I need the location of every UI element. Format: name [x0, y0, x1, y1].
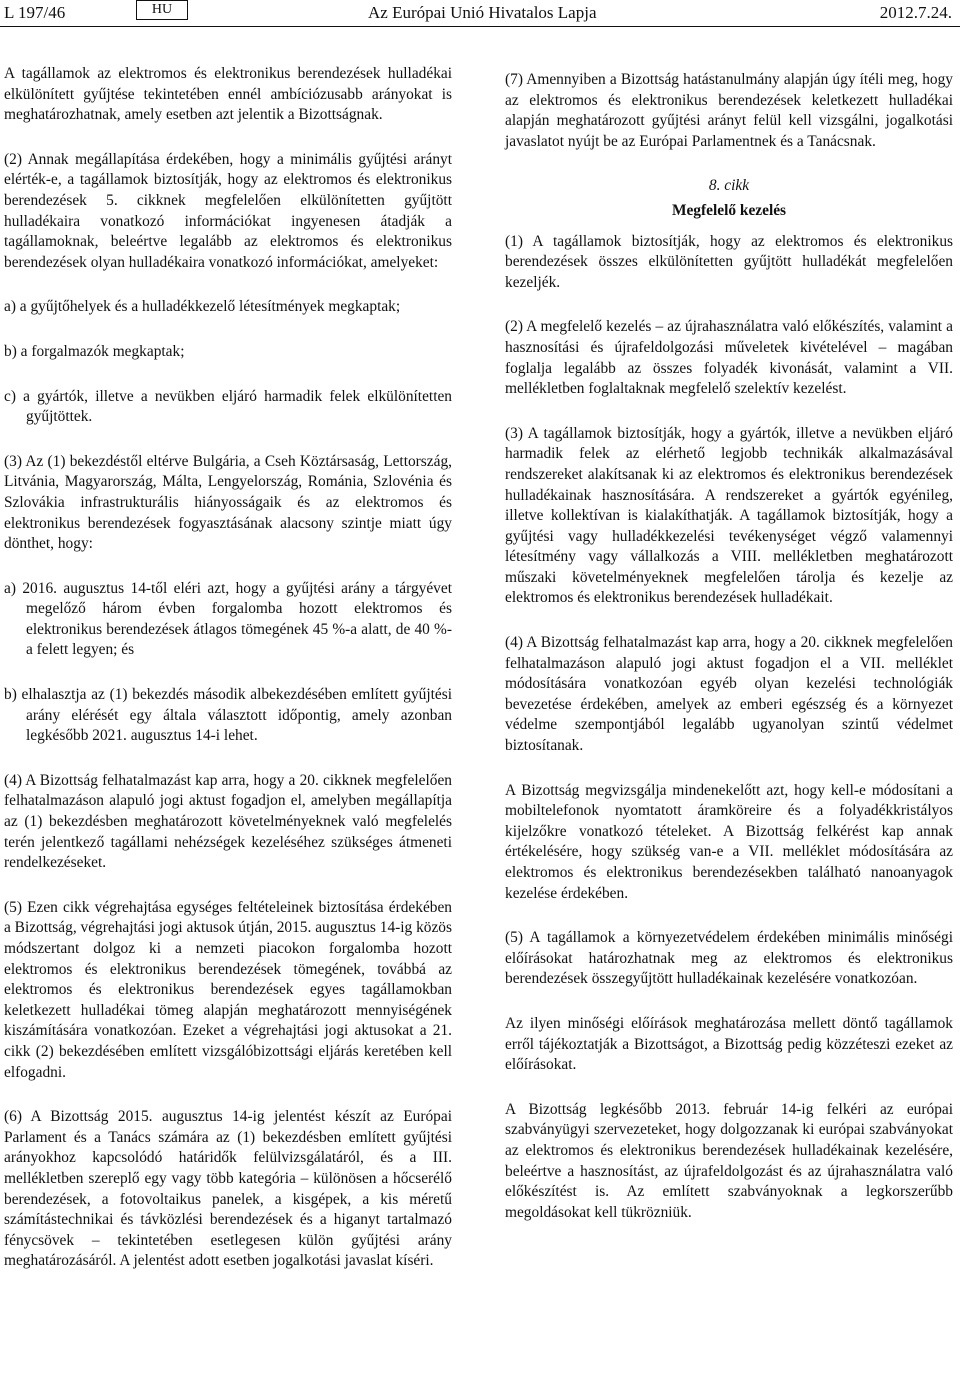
list-item-3b: b) elhalasztja az (1) bekezdés második albekezdésében említett gyűjtési arány elérését egy általa választott időpontig, amely azonban legkésőbb 2021. augusztus 14-i lehet.	[4, 686, 452, 745]
paragraph-3: (3) Az (1) bekezdéstől eltérve Bulgária, a Cseh Köztársaság, Lettország, Litvánia, Magyarország, Málta, Lengyelország, Románia, Szlovénia és Szlovákia infrastrukturális hiányosságaik és az elektromos és elektronikus berendezések fogyasztásának alacsony szintje miatt úgy dönthet, hogy:	[4, 452, 452, 553]
article-paragraph-4-continued: A Bizottság megvizsgálja mindenekelőtt azt, hogy kell-e módosítani a mobiltelefonok nyomtatott áramköreire és a folyadékkristályos kijelzőkre vonatkozó tételeket. A Bizottság felkérést kap annak értékelésére, hogy szükség van-e a VII. melléklet módosítására az elektromos és elektronikus berendezésekben található nanoanyagok kezelése érdekében.	[505, 781, 953, 902]
header-rule	[0, 26, 960, 27]
list-item-3a: a) 2016. augusztus 14-től eléri azt, hogy a gyűjtési arány a tárgyévet megelőző három évben forgalomba hozott elektromos és elektronikus berendezések átlagos tömegének 45 %-a alatt, de 40 %-a felett legyen; és	[4, 579, 452, 659]
paragraph-5: (5) Ezen cikk végrehajtása egységes feltételeinek biztosítása érdekében a Bizottság, végrehajtási jogi aktusok útján, 2015. augusztus 14-ig közös módszertant dolgoz ki a nemzeti piacokon forgalomba hozott elektromos és elektronikus berendezések tömegének, továbbá az elektromos és elektronikus berendezések egyes tagállamokban keletkezett hulladékai tömeg alapján meghatározott mennyiségének kiszámítására vonatkozóan. Ezeket a végrehajtási jogi aktusokat a 21. cikk (2) bekezdésében említett vizsgálóbizottsági eljárás keretében kell elfogadni.	[4, 898, 452, 1081]
list-item-a: a) a gyűjtőhelyek és a hulladékkezelő létesítmények megkaptak;	[4, 298, 401, 316]
paragraph-7: (7) Amennyiben a Bizottság hatástanulmány alapján úgy ítéli meg, hogy az elektromos és elektronikus berendezések keletkezett hulladékai alapján meghatározott gyűjtési arányt felül kell vizsgálni, jogalkotási javaslatot nyújt be az Európai Parlamentnek és a Tanácsnak.	[505, 71, 953, 150]
paragraph-6: (6) A Bizottság 2015. augusztus 14-ig jelentést készít az Európai Parlament és a Tanács számára az (1) bekezdésben említett gyűjtési arányokhoz kapcsolódó határidők felülvizsgálatáról, és a III. mellékletben szereplő egy vagy több kategória – különösen a hőcserélő berendezések, a fotovoltaikus panelek, a kisgépek, a kis méretű számítástechnikai és távközlési berendezések és a higanyt tartalmazó fénycsövek – tekintetében esetlegesen külön gyűjtési arány meghatározásáról. A jelentést adott esetben jogalkotási javaslat kíséri.	[4, 1108, 452, 1270]
article-paragraph-5: (5) A tagállamok a környezetvédelem érdekében minimális minőségi előírásokat határozhatnak meg az elektromos és elektronikus berendezések összegyűjtött hulladékainak kezelésére vonatkozóan.	[505, 929, 953, 988]
journal-title: Az Európai Unió Hivatalos Lapja	[368, 3, 597, 22]
paragraph-intro: A tagállamok az elektromos és elektronikus berendezések hulladékai elkülönített gyűjtése tekintetében ennél ambíciózusabb arányokat is meghatározhatnak, amely esetben azt jelentik a Bizottságnak.	[4, 65, 452, 124]
list-item-b: b) a forgalmazók megkaptak;	[4, 342, 185, 360]
publication-date: 2012.7.24.	[879, 3, 952, 22]
right-column	[505, 70, 953, 1247]
article-number: 8. cikk	[708, 177, 750, 195]
article-paragraph-5-second: Az ilyen minőségi előírások meghatározása mellett döntő tagállamok erről tájékoztatják a Bizottságot, a Bizottság pedig közzéteszi ezeket az előírásokat.	[505, 1014, 953, 1074]
article-paragraph-3: (3) A tagállamok biztosítják, hogy a gyártók, illetve a nevükben eljáró harmadik felek az elérhető legjobb technikák alkalmazásával rendszereket alakítsanak ki az elektromos és elektronikus berendezések hulladékainak hasznosítására. A rendszereket a gyártók egyénileg, illetve kollektívan is kialakíthatják. A tagállamok biztosítják, hogy a gyűjtési vagy hulladékkezelési tevékenységet végző valamennyi létesítmény vagy vállalkozás a VIII. mellékletben meghatározott műszaki követelményeknek megfelelően tárolja és kezelje az elektromos és elektronikus berendezések hulladékait.	[505, 424, 953, 607]
page-header	[0, 0, 960, 26]
article-paragraph-2: (2) A megfelelő kezelés – az újrahasználatra való előkészítés, valamint a hasznosítási és újrafeldolgozási műveletek kivételével – magában foglalja legalább az összes folyadék kivonását, valamint a VII. mellékletben foglaltaknak megfelelő szelektív kezelést.	[505, 318, 953, 398]
article-paragraph-1: (1) A tagállamok biztosítják, hogy az elektromos és elektronikus berendezések összes elkülönítetten gyűjtött hulladékát megfelelően kezeljék.	[505, 232, 953, 291]
article-title: Megfelelő kezelés	[671, 201, 787, 219]
paragraph-4: (4) A Bizottság felhatalmazást kap arra, hogy a 20. cikknek megfelelően felhatalmazáson alapuló jogi aktust fogadjon el, amelyben megállapítja az (1) bekezdésben meghatározott követelményeknek való megfelelés terén jelentkező tagállami nehézségek kezeléséhez szükséges átmeneti rendelkezéseket.	[4, 771, 452, 872]
paragraph-2: (2) Annak megállapítása érdekében, hogy a minimális gyűjtési arányt elérték-e, a tagállamok biztosítják, hogy az elektromos és elektronikus berendezések 5. cikknek megfelelően elkülönítetten gyűjtött hulladékaira vonatkozó információkat ingyenesen átadják a tagállamoknak, beleértve legalább az elektromos és elektronikus berendezések olyan hulladékaira vonatkozó információkat, amelyeket:	[4, 150, 452, 271]
language-badge: HU	[136, 0, 188, 20]
article-paragraph-5-third: A Bizottság legkésőbb 2013. február 14-ig felkéri az európai szabványügyi szervezeteket, hogy dolgozzanak ki európai szabványokat az elektromos és elektronikus berendezések hulladékainak kezelésére, beleértve a hasznosítást, az újrafeldolgozást és az újrahasználatra való előkészítést is. Az említett szabványoknak a legkorszerűbb megoldásokat kell tükrözniük.	[505, 1100, 953, 1221]
list-item-c: c) a gyártók, illetve a nevükben eljáró harmadik felek elkülönítetten gyűjtöttek.	[4, 387, 452, 426]
article-paragraph-4: (4) A Bizottság felhatalmazást kap arra, hogy a 20. cikknek megfelelően felhatalmazáson alapuló jogi aktust fogadjon el a VII. melléklet módosítására vonatkozóan egyéb olyan kezelési technológiák bevezetése érdekében, amelyek az emberi egészség és a környezet védelme szempontjából legalább ugyanolyan szintű védelmet biztosítanak.	[505, 634, 953, 755]
left-column	[4, 64, 452, 1296]
page-reference: L 197/46	[4, 3, 66, 22]
